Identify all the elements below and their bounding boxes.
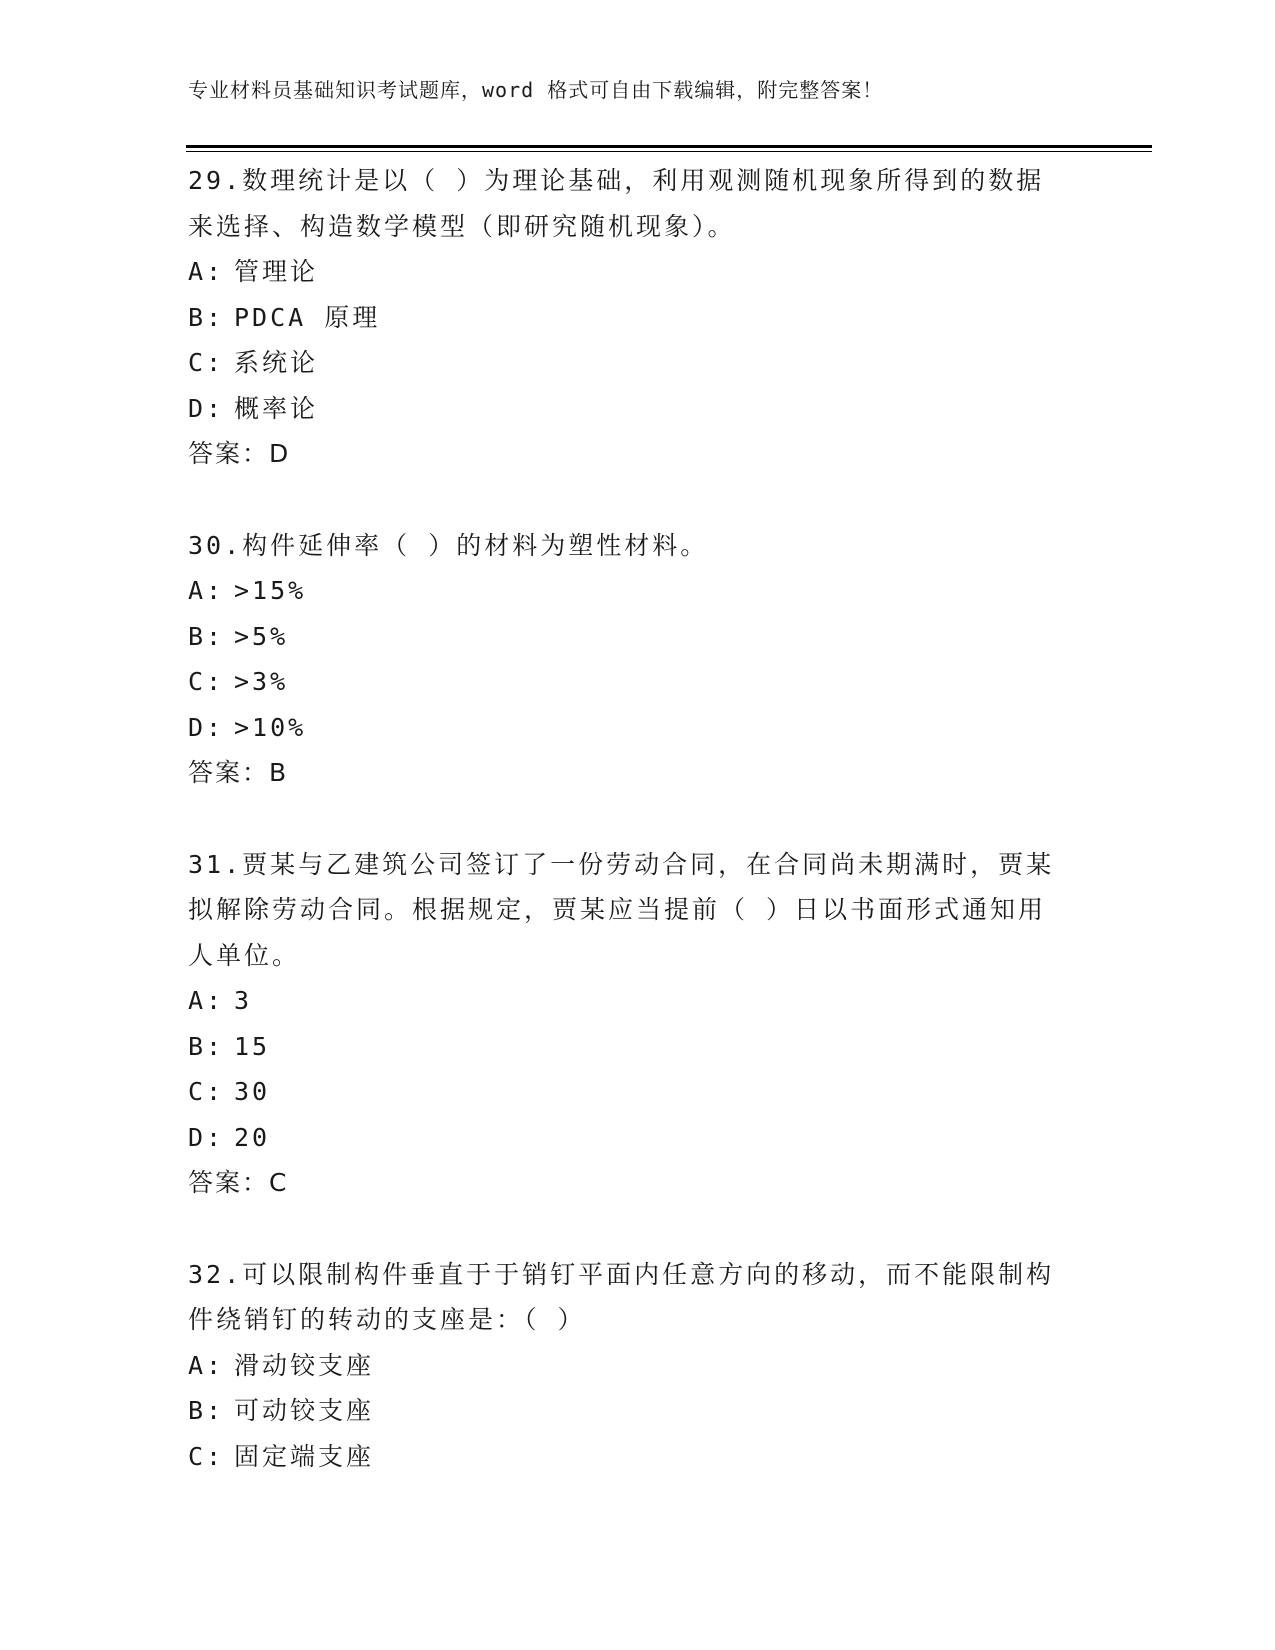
option-text: 概率论 xyxy=(234,393,319,423)
header-divider-thick xyxy=(186,145,1152,148)
answer: 答案：C xyxy=(188,1168,289,1197)
option-letter: C: xyxy=(188,348,225,377)
question-list xyxy=(188,158,1078,1525)
header-divider-thin xyxy=(186,151,1152,152)
option-text: 系统论 xyxy=(234,348,319,377)
option-c xyxy=(188,1069,1078,1115)
option-d xyxy=(188,705,1078,751)
option-letter: A: xyxy=(188,576,225,605)
option-letter: C: xyxy=(188,1441,225,1471)
question-text-line: 拟解除劳动合同。根据规定，贾某应当提前（ ）日以书面形式通知用 xyxy=(188,895,1047,924)
option-letter: B: xyxy=(188,302,225,332)
option-text: 固定端支座 xyxy=(234,1441,375,1471)
option-text: 3 xyxy=(234,986,253,1015)
question-31 xyxy=(188,842,1078,1206)
option-letter: B: xyxy=(188,1396,225,1425)
option-a xyxy=(188,978,1078,1024)
option-letter: D: xyxy=(188,1122,225,1152)
option-letter: C: xyxy=(188,667,225,696)
option-b xyxy=(188,295,1078,341)
option-b xyxy=(188,614,1078,660)
option-a xyxy=(188,568,1078,614)
option-text: 管理论 xyxy=(234,257,319,286)
option-letter: B: xyxy=(188,621,225,651)
option-text: 15 xyxy=(234,1031,271,1061)
option-text: PDCA 原理 xyxy=(234,302,381,332)
option-c xyxy=(188,340,1078,386)
question-text-line: 29.数理统计是以（ ）为理论基础，利用观测随机现象所得到的数据 xyxy=(188,166,1045,195)
page-header: 专业材料员基础知识考试题库，word 格式可自由下载编辑，附完整答案！ xyxy=(188,78,884,102)
option-letter: C: xyxy=(188,1077,225,1106)
option-letter: A: xyxy=(188,257,225,286)
option-text: 30 xyxy=(234,1077,271,1106)
question-32 xyxy=(188,1252,1078,1480)
option-d xyxy=(188,1115,1078,1161)
option-text: >15% xyxy=(234,576,307,605)
answer: 答案：B xyxy=(188,758,289,787)
question-text-line: 来选择、构造数学模型（即研究随机现象）。 xyxy=(188,211,736,241)
question-text-line: 31.贾某与乙建筑公司签订了一份劳动合同，在合同尚未期满时，贾某 xyxy=(188,849,1055,879)
question-text-line: 30.构件延伸率（ ）的材料为塑性材料。 xyxy=(188,530,709,560)
question-text-line: 32.可以限制构件垂直于于销钉平面内任意方向的移动，而不能限制构 xyxy=(188,1259,1055,1289)
option-text: >5% xyxy=(234,621,289,651)
option-letter: D: xyxy=(188,712,225,742)
question-text-line: 人单位。 xyxy=(188,940,301,970)
option-text: 20 xyxy=(234,1122,271,1152)
option-a xyxy=(188,1343,1078,1389)
option-letter: D: xyxy=(188,393,225,423)
option-text: 可动铰支座 xyxy=(234,1396,375,1425)
option-b xyxy=(188,1388,1078,1434)
question-30 xyxy=(188,523,1078,796)
option-letter: B: xyxy=(188,1031,225,1061)
option-text: 滑动铰支座 xyxy=(234,1350,375,1380)
answer: 答案：D xyxy=(188,439,291,468)
option-c xyxy=(188,659,1078,705)
option-text: >3% xyxy=(234,667,289,696)
option-text: >10% xyxy=(234,712,307,742)
option-c xyxy=(188,1434,1078,1480)
question-29 xyxy=(188,158,1078,477)
question-text-line: 件绕销钉的转动的支座是：（ ） xyxy=(188,1305,586,1334)
option-letter: A: xyxy=(188,986,225,1015)
option-b xyxy=(188,1024,1078,1070)
option-letter: A: xyxy=(188,1350,225,1380)
option-a xyxy=(188,249,1078,295)
option-d xyxy=(188,386,1078,432)
